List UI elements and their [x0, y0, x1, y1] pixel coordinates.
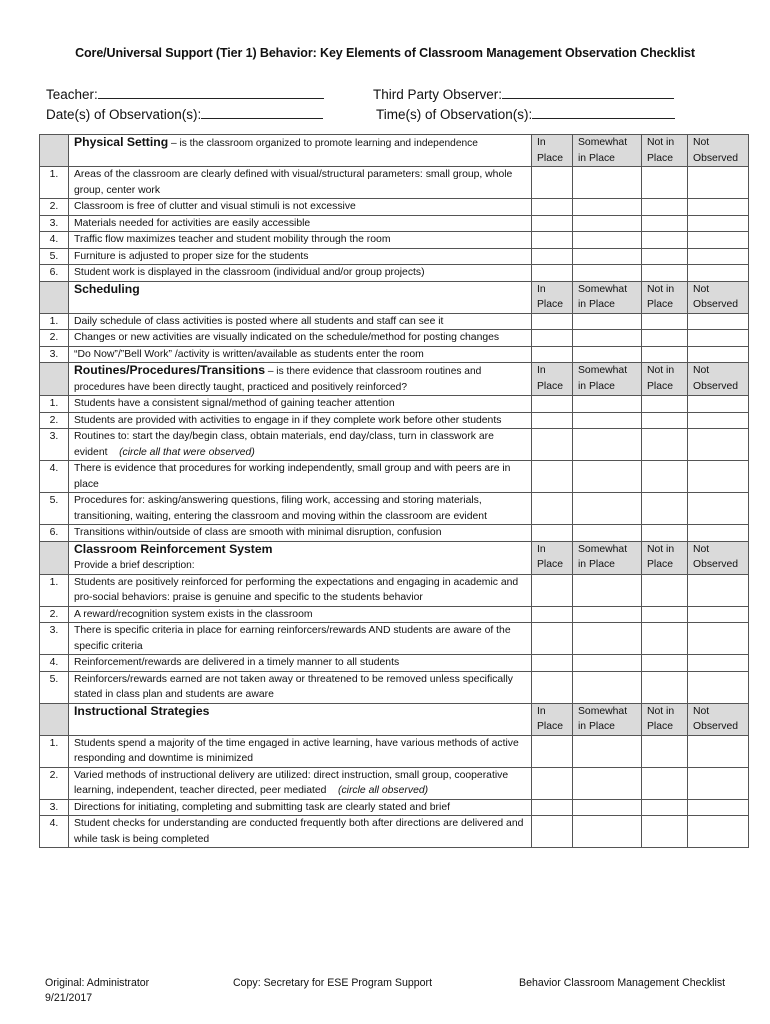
check-cell-not-in-place[interactable] [642, 429, 688, 461]
checklist-row [40, 623, 749, 655]
checklist-row [40, 412, 749, 429]
item-text-cell [69, 199, 532, 216]
observer-input-line[interactable] [502, 84, 674, 99]
check-cell-in-place[interactable] [532, 396, 573, 413]
check-cell-somewhat-in-place[interactable] [573, 623, 642, 655]
column-header-somewhat-in-place: Somewhat in Place [573, 703, 642, 735]
section-title: Scheduling [74, 281, 140, 296]
dates-field [46, 104, 323, 122]
check-cell-in-place[interactable] [532, 412, 573, 429]
check-cell-in-place[interactable] [532, 346, 573, 363]
item-text: There is evidence that procedures for working independently, small group and with peers are in place [74, 463, 511, 490]
item-text: There is specific criteria in place for earning reinforcers/rewards AND students are aware of the specific criteria [74, 625, 511, 652]
check-cell-in-place[interactable] [532, 767, 573, 799]
check-cell-in-place[interactable] [532, 655, 573, 672]
item-text: Routines to: start the day/begin class, obtain materials, end day/class, turn in classwork are evident [74, 431, 494, 458]
column-header-in-place: In Place [532, 135, 573, 167]
check-cell-in-place[interactable] [532, 606, 573, 623]
check-cell-in-place[interactable] [532, 330, 573, 347]
section-heading [69, 135, 532, 167]
check-cell-somewhat-in-place[interactable] [573, 493, 642, 525]
column-header-somewhat-in-place: Somewhat in Place [573, 281, 642, 313]
item-text-cell [69, 735, 532, 767]
column-header-not-in-place: Not in Place [642, 281, 688, 313]
section-number-cell [40, 541, 69, 574]
check-cell-somewhat-in-place[interactable] [573, 816, 642, 848]
check-cell-not-in-place[interactable] [642, 799, 688, 816]
item-text: Transitions within/outside of class are smooth with minimal disruption, confusion [74, 527, 442, 538]
check-cell-not-observed[interactable] [688, 671, 749, 703]
item-text-cell [69, 493, 532, 525]
item-number: 2. [40, 412, 69, 429]
section-title: Physical Setting [74, 135, 169, 149]
item-text: Directions for initiating, completing and submitting task are clearly stated and brief [74, 801, 450, 813]
check-cell-in-place[interactable] [532, 574, 573, 606]
check-cell-not-observed[interactable] [688, 606, 749, 623]
checklist-row [40, 816, 749, 848]
item-text-cell [69, 313, 532, 330]
check-cell-somewhat-in-place[interactable] [573, 346, 642, 363]
item-text: Changes or new activities are visually indicated on the schedule/method for posting changes [74, 332, 500, 343]
checklist-row [40, 215, 749, 232]
item-text: Student checks for understanding are conducted frequently both after directions are delivered and while task is being completed [74, 818, 524, 845]
footer-copy: Copy: Secretary for ESE Program Support [233, 977, 433, 989]
item-number: 6. [40, 525, 69, 542]
section-number-cell [40, 281, 69, 313]
checklist-row [40, 606, 749, 623]
item-text-cell [69, 396, 532, 413]
check-cell-not-in-place[interactable] [642, 735, 688, 767]
check-cell-not-in-place[interactable] [642, 396, 688, 413]
checklist-row [40, 167, 749, 199]
check-cell-in-place[interactable] [532, 248, 573, 265]
check-cell-not-observed[interactable] [688, 396, 749, 413]
item-text: Classroom is free of clutter and visual stimuli is not excessive [74, 201, 356, 212]
checklist-row [40, 799, 749, 816]
check-cell-not-observed[interactable] [688, 232, 749, 249]
checklist-row [40, 429, 749, 461]
check-cell-not-observed[interactable] [688, 429, 749, 461]
checklist-row [40, 330, 749, 347]
section-header-physical-setting [40, 135, 749, 167]
check-cell-in-place[interactable] [532, 799, 573, 816]
check-cell-somewhat-in-place[interactable] [573, 461, 642, 493]
checklist-row [40, 671, 749, 703]
section-header-scheduling [40, 281, 749, 313]
observer-field [373, 84, 674, 102]
item-text-cell [69, 623, 532, 655]
item-text: Varied methods of instructional delivery are utilized: direct instruction, small group, cooperative learning, independent, teacher directed, peer mediated [74, 769, 509, 796]
item-number: 4. [40, 655, 69, 672]
section-heading [69, 541, 532, 574]
check-cell-somewhat-in-place[interactable] [573, 735, 642, 767]
item-text: Traffic flow maximizes teacher and student mobility through the room [74, 234, 391, 245]
item-text-cell [69, 816, 532, 848]
dates-label: Date(s) of Observation(s): [46, 107, 202, 122]
section-heading [69, 363, 532, 396]
check-cell-not-observed[interactable] [688, 525, 749, 542]
column-header-not-in-place: Not in Place [642, 703, 688, 735]
check-cell-not-in-place[interactable] [642, 606, 688, 623]
item-text-cell [69, 525, 532, 542]
check-cell-not-observed[interactable] [688, 493, 749, 525]
check-cell-in-place[interactable] [532, 525, 573, 542]
check-cell-not-in-place[interactable] [642, 265, 688, 282]
item-number: 3. [40, 799, 69, 816]
item-text-cell [69, 215, 532, 232]
check-cell-not-in-place[interactable] [642, 461, 688, 493]
check-cell-in-place[interactable] [532, 735, 573, 767]
section-number-cell [40, 363, 69, 396]
section-title: Classroom Reinforcement System [74, 541, 273, 556]
item-text-cell [69, 606, 532, 623]
check-cell-in-place[interactable] [532, 167, 573, 199]
item-text-cell [69, 330, 532, 347]
check-cell-not-observed[interactable] [688, 313, 749, 330]
check-cell-not-in-place[interactable] [642, 574, 688, 606]
section-header-routines-procedures-transitions [40, 363, 749, 396]
item-text-cell [69, 574, 532, 606]
check-cell-somewhat-in-place[interactable] [573, 429, 642, 461]
check-cell-in-place[interactable] [532, 215, 573, 232]
item-number: 1. [40, 735, 69, 767]
checklist-row [40, 232, 749, 249]
check-cell-in-place[interactable] [532, 461, 573, 493]
times-field [376, 104, 675, 122]
checklist-row [40, 655, 749, 672]
item-text: Student work is displayed in the classroom (individual and/or group projects) [74, 267, 425, 278]
check-cell-somewhat-in-place[interactable] [573, 655, 642, 672]
section-title: Routines/Procedures/Transitions [74, 363, 265, 377]
item-text: Procedures for: asking/answering questions, filing work, accessing and storing materials, transitioning, waiting, entering the classroom and moving within the classroom are evident [74, 495, 487, 522]
check-cell-somewhat-in-place[interactable] [573, 265, 642, 282]
column-header-not-observed: Not Observed [688, 703, 749, 735]
check-cell-not-observed[interactable] [688, 346, 749, 363]
check-cell-not-observed[interactable] [688, 799, 749, 816]
item-text-cell [69, 461, 532, 493]
page-title: Core/Universal Support (Tier 1) Behavior: Key Elements of Classroom Management Observation Checklist [75, 46, 695, 60]
item-number: 6. [40, 265, 69, 282]
item-number: 3. [40, 215, 69, 232]
item-text: Students are positively reinforced for performing the expectations and engaging in academic and pro-social behaviors: praise is genuine and specific to the students behavior [74, 576, 519, 603]
item-number: 1. [40, 313, 69, 330]
item-text: Reinforcers/rewards earned are not taken away or threatened to be removed unless specifically stated in class plan and students are aware [74, 673, 513, 700]
check-cell-not-in-place[interactable] [642, 346, 688, 363]
section-header-classroom-reinforcement-system [40, 541, 749, 574]
item-text-cell [69, 671, 532, 703]
check-cell-not-in-place[interactable] [642, 199, 688, 216]
checklist-row [40, 265, 749, 282]
teacher-input-line[interactable] [98, 84, 324, 99]
checklist-row [40, 574, 749, 606]
column-header-not-observed: Not Observed [688, 541, 749, 574]
item-number: 3. [40, 346, 69, 363]
item-number: 4. [40, 816, 69, 848]
check-cell-somewhat-in-place[interactable] [573, 396, 642, 413]
column-header-in-place: In Place [532, 363, 573, 396]
check-cell-not-in-place[interactable] [642, 671, 688, 703]
check-cell-somewhat-in-place[interactable] [573, 248, 642, 265]
section-number-cell [40, 703, 69, 735]
item-text: A reward/recognition system exists in the classroom [74, 608, 313, 620]
column-header-somewhat-in-place: Somewhat in Place [573, 541, 642, 574]
column-header-somewhat-in-place: Somewhat in Place [573, 363, 642, 396]
item-number: 4. [40, 232, 69, 249]
check-cell-somewhat-in-place[interactable] [573, 767, 642, 799]
check-cell-not-in-place[interactable] [642, 493, 688, 525]
section-title: Instructional Strategies [74, 703, 210, 718]
dates-input-line[interactable] [201, 104, 323, 119]
check-cell-not-observed[interactable] [688, 623, 749, 655]
item-number: 2. [40, 767, 69, 799]
column-header-not-in-place: Not in Place [642, 135, 688, 167]
check-cell-not-in-place[interactable] [642, 623, 688, 655]
check-cell-not-observed[interactable] [688, 248, 749, 265]
check-cell-not-observed[interactable] [688, 574, 749, 606]
times-label: Time(s) of Observation(s): [376, 107, 533, 122]
check-cell-not-in-place[interactable] [642, 248, 688, 265]
item-number: 5. [40, 248, 69, 265]
check-cell-not-observed[interactable] [688, 767, 749, 799]
section-header-instructional-strategies [40, 703, 749, 735]
checklist-row [40, 461, 749, 493]
item-text: Reinforcement/rewards are delivered in a timely manner to all students [74, 657, 400, 668]
check-cell-not-in-place[interactable] [642, 412, 688, 429]
check-cell-not-in-place[interactable] [642, 232, 688, 249]
column-header-somewhat-in-place: Somewhat in Place [573, 135, 642, 167]
item-text: Students spend a majority of the time engaged in active learning, have various methods of active responding and downtime is minimized [74, 737, 519, 764]
check-cell-somewhat-in-place[interactable] [573, 671, 642, 703]
check-cell-not-observed[interactable] [688, 330, 749, 347]
check-cell-in-place[interactable] [532, 493, 573, 525]
check-cell-in-place[interactable] [532, 429, 573, 461]
check-cell-not-in-place[interactable] [642, 767, 688, 799]
item-number: 2. [40, 199, 69, 216]
check-cell-in-place[interactable] [532, 313, 573, 330]
checklist-row [40, 767, 749, 799]
check-cell-not-in-place[interactable] [642, 655, 688, 672]
item-number: 2. [40, 330, 69, 347]
item-text: Students have a consistent signal/method of gaining teacher attention [74, 398, 395, 409]
column-header-in-place: In Place [532, 703, 573, 735]
check-cell-not-observed[interactable] [688, 461, 749, 493]
section-heading [69, 703, 532, 735]
check-cell-in-place[interactable] [532, 816, 573, 848]
column-header-not-in-place: Not in Place [642, 541, 688, 574]
checklist-row [40, 493, 749, 525]
checklist-row [40, 346, 749, 363]
item-text-cell [69, 346, 532, 363]
check-cell-not-observed[interactable] [688, 816, 749, 848]
item-text-cell [69, 799, 532, 816]
check-cell-somewhat-in-place[interactable] [573, 799, 642, 816]
check-cell-not-in-place[interactable] [642, 313, 688, 330]
column-header-not-observed: Not Observed [688, 281, 749, 313]
item-text-cell [69, 265, 532, 282]
footer-date: 9/21/2017 [45, 992, 93, 1004]
checklist-row [40, 313, 749, 330]
check-cell-somewhat-in-place[interactable] [573, 525, 642, 542]
section-heading [69, 281, 532, 313]
check-cell-somewhat-in-place[interactable] [573, 232, 642, 249]
item-text: Daily schedule of class activities is posted where all students and staff can see it [74, 315, 444, 327]
item-text-cell [69, 232, 532, 249]
checklist-row [40, 525, 749, 542]
item-text: Areas of the classroom are clearly defined with visual/structural parameters: small group, whole group, center work [74, 169, 513, 196]
column-header-in-place: In Place [532, 281, 573, 313]
column-header-not-in-place: Not in Place [642, 363, 688, 396]
check-cell-in-place[interactable] [532, 265, 573, 282]
check-cell-somewhat-in-place[interactable] [573, 574, 642, 606]
footer-original-label: Original: Administrator [45, 977, 150, 989]
column-header-not-observed: Not Observed [688, 363, 749, 396]
item-number: 3. [40, 623, 69, 655]
check-cell-in-place[interactable] [532, 671, 573, 703]
item-number: 5. [40, 493, 69, 525]
item-text: “Do Now”/”Bell Work” /activity is written/available as students enter the room [74, 348, 424, 360]
check-cell-in-place[interactable] [532, 623, 573, 655]
item-text: Materials needed for activities are easily accessible [74, 217, 311, 229]
teacher-label: Teacher: [46, 87, 98, 102]
item-text-cell [69, 412, 532, 429]
section-number-cell [40, 135, 69, 167]
check-cell-somewhat-in-place[interactable] [573, 199, 642, 216]
check-cell-not-observed[interactable] [688, 412, 749, 429]
item-text: Students are provided with activities to engage in if they complete work before other students [74, 414, 502, 426]
check-cell-not-observed[interactable] [688, 167, 749, 199]
check-cell-not-observed[interactable] [688, 655, 749, 672]
check-cell-not-observed[interactable] [688, 265, 749, 282]
check-cell-somewhat-in-place[interactable] [573, 412, 642, 429]
item-text-cell [69, 167, 532, 199]
footer-original [45, 976, 149, 1006]
item-number: 3. [40, 429, 69, 461]
item-text-cell [69, 767, 532, 799]
item-number: 2. [40, 606, 69, 623]
check-cell-not-observed[interactable] [688, 199, 749, 216]
item-number: 1. [40, 167, 69, 199]
check-cell-not-in-place[interactable] [642, 525, 688, 542]
observation-checklist-table [39, 134, 749, 848]
check-cell-somewhat-in-place[interactable] [573, 215, 642, 232]
check-cell-somewhat-in-place[interactable] [573, 606, 642, 623]
item-number: 1. [40, 574, 69, 606]
item-text-cell [69, 248, 532, 265]
item-number: 5. [40, 671, 69, 703]
times-input-line[interactable] [532, 104, 675, 119]
check-cell-somewhat-in-place[interactable] [573, 313, 642, 330]
observer-label: Third Party Observer: [373, 87, 503, 102]
item-text-cell [69, 655, 532, 672]
check-cell-in-place[interactable] [532, 232, 573, 249]
section-description: – is the classroom organized to promote learning and independence [168, 138, 478, 149]
check-cell-not-observed[interactable] [688, 735, 749, 767]
check-cell-somewhat-in-place[interactable] [573, 330, 642, 347]
item-note: (circle all observed) [338, 785, 429, 796]
checklist-row [40, 199, 749, 216]
item-text: Furniture is adjusted to proper size for the students [74, 250, 309, 262]
check-cell-not-observed[interactable] [688, 215, 749, 232]
checklist-row [40, 735, 749, 767]
section-description: – is there evidence that classroom routines and procedures have been directly taught, practiced and positively reinforced? [74, 366, 482, 393]
item-note: (circle all that were observed) [119, 446, 255, 458]
column-header-not-observed: Not Observed [688, 135, 749, 167]
item-number: 1. [40, 396, 69, 413]
check-cell-not-in-place[interactable] [642, 215, 688, 232]
section-description: Provide a brief description: [74, 560, 195, 571]
checklist-row [40, 396, 749, 413]
item-number: 4. [40, 461, 69, 493]
column-header-in-place: In Place [532, 541, 573, 574]
check-cell-somewhat-in-place[interactable] [573, 167, 642, 199]
check-cell-not-in-place[interactable] [642, 330, 688, 347]
checklist-row [40, 248, 749, 265]
check-cell-in-place[interactable] [532, 199, 573, 216]
check-cell-not-in-place[interactable] [642, 167, 688, 199]
check-cell-not-in-place[interactable] [642, 816, 688, 848]
teacher-field [46, 84, 324, 102]
item-text-cell [69, 429, 532, 461]
footer-doc-title: Behavior Classroom Management Checklist [519, 977, 726, 989]
